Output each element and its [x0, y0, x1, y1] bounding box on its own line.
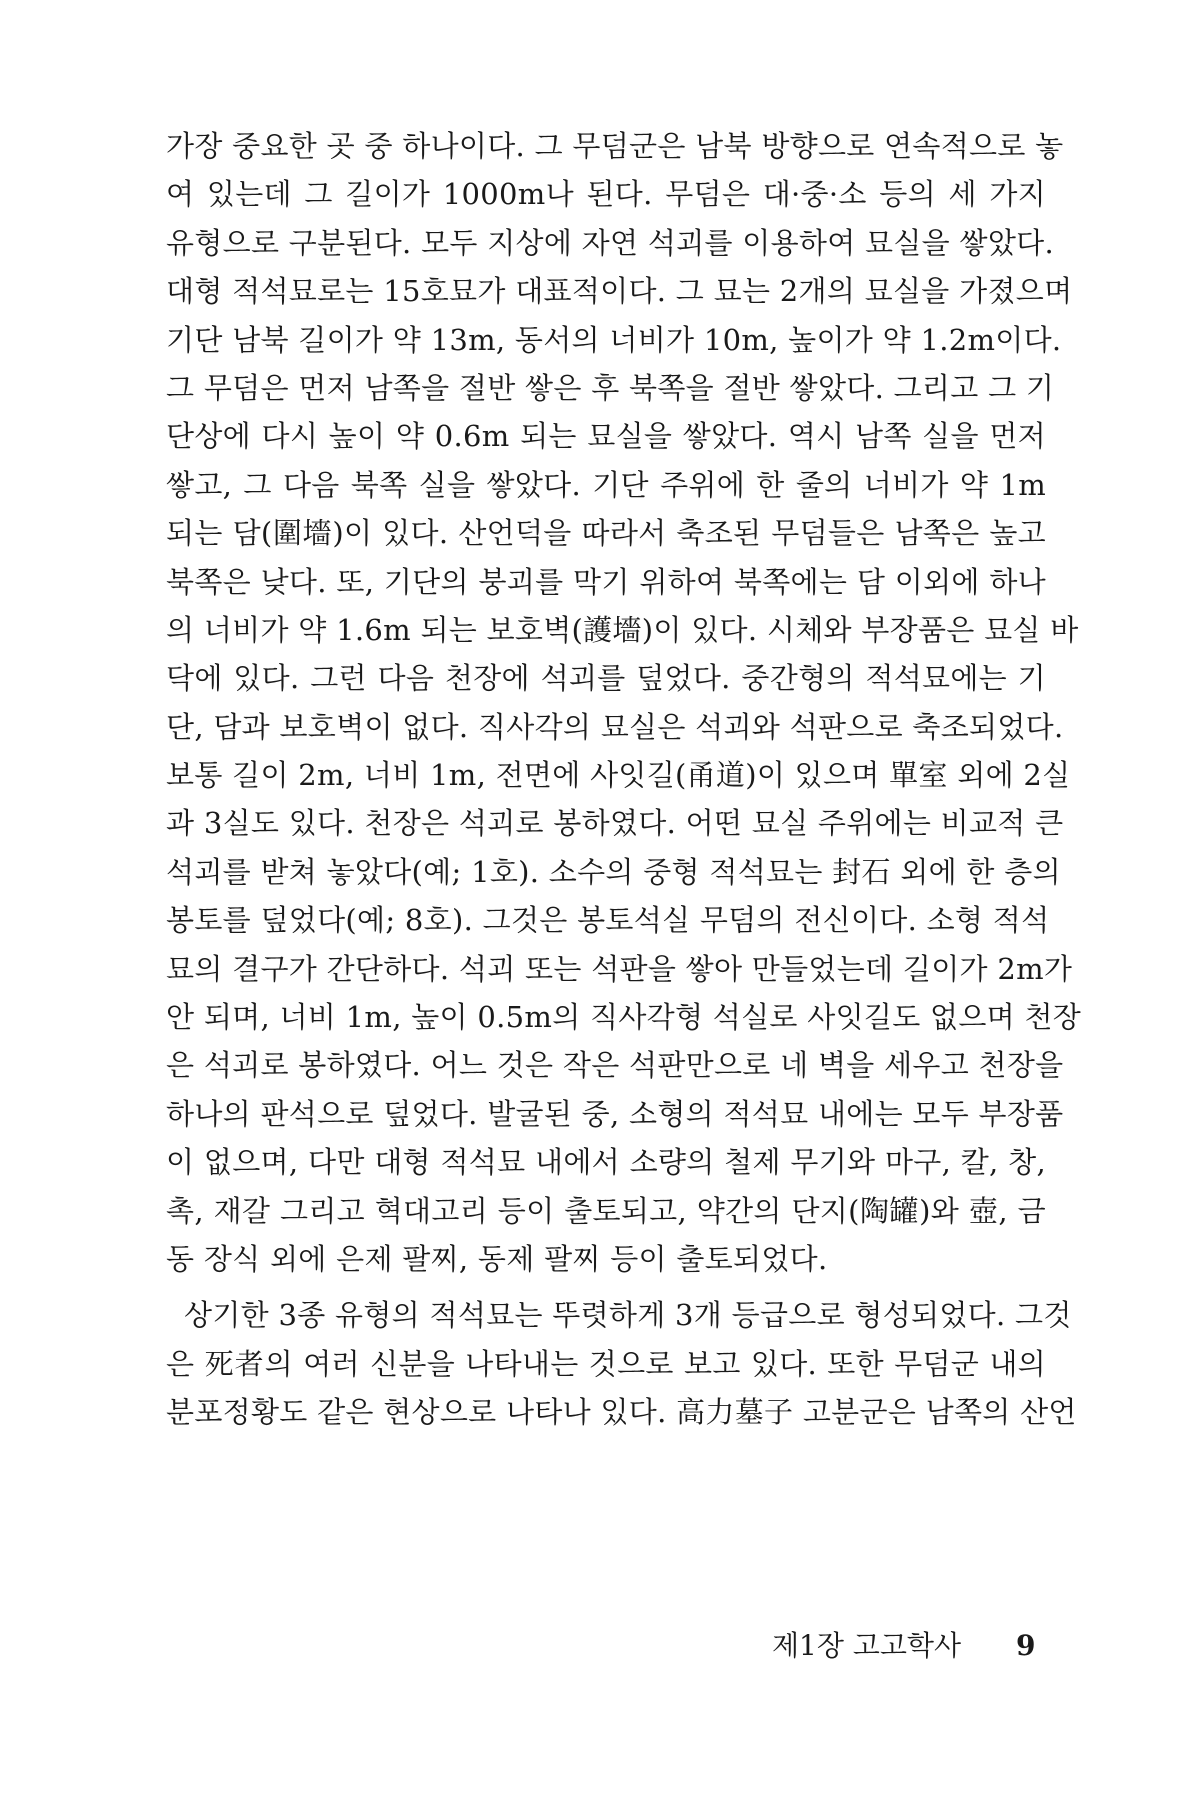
- text-line: 가장 중요한 곳 중 하나이다. 그 무덤군은 남북 방향으로 연속적으로 놓: [166, 129, 1064, 163]
- page-footer: [700, 1626, 1036, 1666]
- text-line: 은 死者의 여러 신분을 나타내는 것으로 보고 있다. 또한 무덤군 내의: [166, 1346, 1046, 1381]
- text-line: 유형으로 구분된다. 모두 지상에 자연 석괴를 이용하여 묘실을 쌓았다.: [166, 225, 1054, 260]
- text-line: 석괴를 받쳐 놓았다(예; 1호). 소수의 중형 적석묘는 封石 외에 한 층의: [166, 854, 1061, 889]
- text-line: 단상에 다시 높이 약 0.6m 되는 묘실을 쌓았다. 역시 남쪽 실을 먼저: [166, 419, 1046, 454]
- text-line: 하나의 판석으로 덮었다. 발굴된 중, 소형의 적석묘 내에는 모두 부장품: [166, 1096, 1064, 1131]
- running-footer-chapter: 제1장 고고학사: [772, 1629, 962, 1662]
- text-line: 은 석괴로 봉하였다. 어느 것은 작은 석판만으로 네 벽을 세우고 천장을: [166, 1048, 1064, 1083]
- text-line: 의 너비가 약 1.6m 되는 보호벽(護墻)이 있다. 시체와 부장품은 묘실 바: [166, 612, 1079, 647]
- text-line: 묘의 결구가 간단하다. 석괴 또는 석판을 쌓아 만들었는데 길이가 2m가: [166, 951, 1073, 986]
- text-line: 안 되며, 너비 1m, 높이 0.5m의 직사각형 석실로 사잇길도 없으며 천장: [166, 1000, 1082, 1035]
- text-line: 상기한 3종 유형의 적석묘는 뚜렷하게 3개 등급으로 형성되었다. 그것: [184, 1298, 1072, 1333]
- body-text: [166, 122, 1082, 1437]
- page-number: 9: [1016, 1629, 1036, 1662]
- text-line: 북쪽은 낮다. 또, 기단의 붕괴를 막기 위하여 북쪽에는 담 이외에 하나: [166, 564, 1046, 599]
- text-line: 이 없으며, 다만 대형 적석묘 내에서 소량의 철제 무기와 마구, 칼, 창,: [166, 1145, 1046, 1180]
- text-line: 보통 길이 2m, 너비 1m, 전면에 사잇길(甬道)이 있으며 單室 외에 2실: [166, 758, 1071, 793]
- text-line: 기단 남북 길이가 약 13m, 동서의 너비가 10m, 높이가 약 1.2m이다.: [166, 322, 1062, 357]
- paragraph-2: [166, 1291, 1077, 1436]
- text-line: 되는 담(圍墻)이 있다. 산언덕을 따라서 축조된 무덤들은 남쪽은 높고: [166, 516, 1046, 551]
- text-line: 여 있는데 그 길이가 1000m나 된다. 무덤은 대·중·소 등의 세 가지: [166, 177, 1046, 212]
- text-line: 대형 적석묘로는 15호묘가 대표적이다. 그 묘는 2개의 묘실을 가졌으며: [166, 274, 1073, 309]
- text-line: 단, 담과 보호벽이 없다. 직사각의 묘실은 석괴와 석판으로 축조되었다.: [166, 709, 1064, 744]
- text-line: 동 장식 외에 은제 팔찌, 동제 팔찌 등이 출토되었다.: [166, 1241, 828, 1276]
- text-line: 그 무덤은 먼저 남쪽을 절반 쌓은 후 북쪽을 절반 쌓았다. 그리고 그 기: [166, 370, 1055, 405]
- text-line: 닥에 있다. 그런 다음 천장에 석괴를 덮었다. 중간형의 적석묘에는 기: [166, 661, 1046, 696]
- text-line: 분포정황도 같은 현상으로 나타나 있다. 高力墓子 고분군은 남쪽의 산언: [166, 1395, 1077, 1430]
- text-line: 봉토를 덮었다(예; 8호). 그것은 봉토석실 무덤의 전신이다. 소형 적석: [166, 903, 1050, 938]
- paragraph-1: [166, 122, 1082, 1283]
- text-line: 촉, 재갈 그리고 혁대고리 등이 출토되고, 약간의 단지(陶罐)와 壺, 금: [166, 1193, 1046, 1228]
- text-line: 쌓고, 그 다음 북쪽 실을 쌓았다. 기단 주위에 한 줄의 너비가 약 1m: [166, 467, 1046, 502]
- text-line: 과 3실도 있다. 천장은 석괴로 봉하였다. 어떤 묘실 주위에는 비교적 큰: [166, 806, 1064, 841]
